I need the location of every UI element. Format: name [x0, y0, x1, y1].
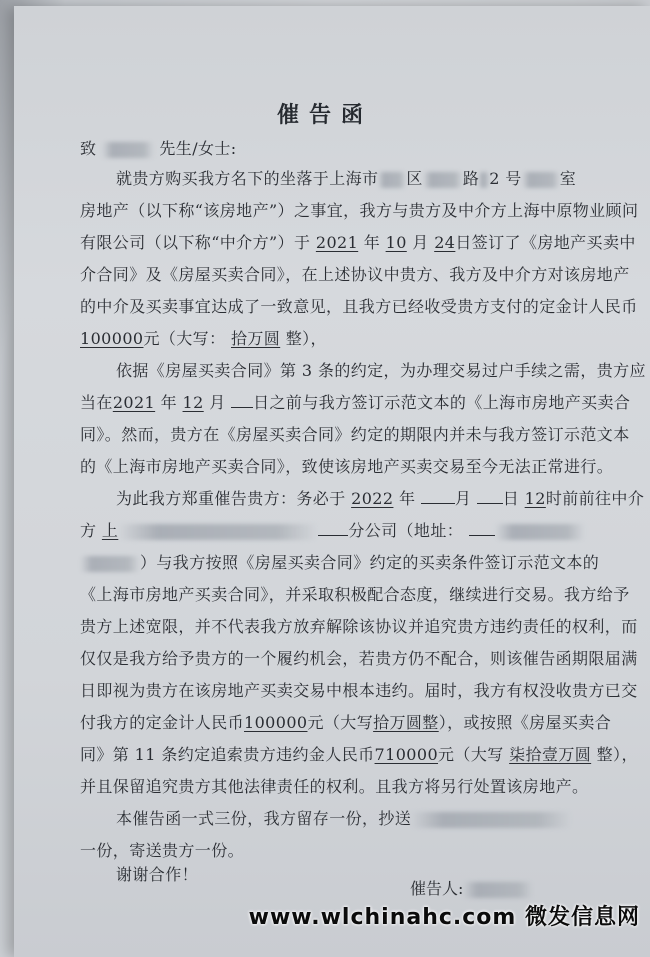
para2-line3: 同》。然而，贵方在《房屋买卖合同》约定的期限内并未与我方签订示范文本 — [80, 425, 630, 444]
salutation-suffix: 先生/女士: — [159, 139, 237, 158]
redacted-number — [479, 172, 489, 188]
text-span: 元（大写 — [438, 745, 504, 764]
text-span: 为此我方郑重催告贵方：务必于 — [116, 489, 346, 508]
para2-line1: 依据《房屋买卖合同》第 3 条的约定，为办理交易过户手续之需，贵方应 — [116, 361, 646, 380]
redacted-name — [102, 142, 154, 158]
text-span: 时前前往中介 — [545, 489, 645, 508]
deposit-amount: 100000 — [80, 329, 144, 348]
text-span: 就贵方购买我方名下的坐落于上海市 — [116, 169, 379, 188]
deposit-amount: 100000 — [244, 713, 308, 732]
deposit-amount-words: 拾万圆整 — [373, 713, 439, 732]
blank-day — [231, 393, 253, 408]
text-span: 路 — [462, 169, 480, 188]
text-span: 有限公司（以下称“中介方”）于 — [80, 233, 311, 252]
filled-day: 24 — [434, 233, 456, 252]
para3-line9 — [80, 742, 638, 765]
text-span: 月 — [454, 489, 472, 508]
redacted-address — [495, 524, 585, 540]
para1-line4: 介合同》及《房屋买卖合同》，在上述协议中贵方、我方及中介方对该房地产 — [80, 265, 630, 284]
signer-label — [410, 876, 533, 899]
text-span: 本催告函一式三份，我方留存一份，抄送 — [116, 809, 412, 828]
para2-line4: 的《上海市房地产买卖合同》，致使该房地产买卖交易至今无法正常进行。 — [80, 457, 614, 476]
salutation — [80, 136, 237, 159]
text-span: 日签订了《房地产买卖中 — [455, 233, 636, 252]
para3-line7: 日即视为贵方在该房地产买卖交易中根本违约。届时，我方有权没收贵方已交 — [80, 681, 638, 700]
para1-line5: 的中介及买卖事宜达成了一致意见，且我方已经收受贵方支付的定金计人民币 — [80, 297, 638, 316]
text-span: 整）， — [596, 745, 638, 764]
blank-day — [477, 489, 503, 504]
para1-line2: 房地产（以下称“该房地产”）之事宜，我方与贵方及中介方上海中原物业顾问 — [80, 201, 639, 220]
text-span: 年 — [363, 233, 381, 252]
document-title: 催告函 — [276, 102, 373, 128]
redacted-district — [378, 172, 406, 188]
blank-address — [469, 521, 495, 536]
watermark: www.wlchinahc.com 微发信息网 — [248, 905, 640, 930]
text-span: ），或按照《房屋买卖合 — [438, 713, 612, 732]
text-span: 月 — [412, 233, 429, 252]
text-span: 整）， — [285, 329, 327, 348]
para3-line6: 仅仅是我方给予贵方的一个履约机会，若贵方仍不配合，则该催告函期限届满 — [80, 649, 638, 668]
branch-prefix: 上 — [101, 521, 119, 540]
para3-line1 — [116, 486, 644, 509]
redacted-address-end — [80, 556, 140, 572]
para4-line2: 一份，寄送贵方一份。 — [80, 841, 245, 860]
text-span: 催告人: — [410, 879, 464, 898]
filled-year: 2022 — [351, 489, 394, 508]
penalty-amount-words: 柒拾壹万圆 — [509, 745, 592, 764]
para3-line8 — [80, 710, 611, 733]
filled-month: 10 — [385, 233, 407, 252]
text-span: 年 — [398, 489, 416, 508]
penalty-amount: 710000 — [374, 745, 439, 764]
thanks-line: 谢谢合作！ — [116, 865, 199, 884]
text-span: 日之前与我方签订示范文本的《上海市房地产买卖合 — [253, 393, 631, 412]
text-span: 室 — [559, 169, 577, 188]
text-span: 2 号 — [489, 169, 522, 188]
para3-line4: 《上海市房地产买卖合同》，并采取积极配合态度，继续进行交易。我方给予 — [80, 585, 630, 604]
text-span: 同》第 11 条约定追索贵方违约金人民币 — [80, 745, 375, 764]
para3-line3 — [80, 550, 599, 573]
text-span: ）与我方按照《房屋买卖合同》约定的买卖条件签订示范文本的 — [140, 553, 600, 572]
redacted-room — [522, 172, 560, 188]
filled-year: 2021 — [112, 393, 156, 412]
para3-line2 — [80, 518, 585, 541]
text-span: 区 — [406, 169, 423, 188]
para3-line5: 贵方上述宽限，并不代表我方放弃解除该协议并追究贵方违约责任的权利，而 — [80, 617, 638, 636]
text-span: 分公司（地址： — [348, 521, 464, 540]
filled-year: 2021 — [315, 233, 359, 252]
para1-line6 — [80, 326, 327, 349]
para3-line10: 并且保留追究贵方其他法律责任的权利。且我方将另行处置该房地产。 — [80, 777, 589, 796]
text-span: 年 — [160, 393, 178, 412]
text-span: 元（大写 — [307, 713, 374, 732]
filled-month: 12 — [182, 393, 204, 412]
text-span: 付我方的定金计人民币 — [80, 713, 245, 732]
salutation-prefix: 致 — [80, 139, 97, 158]
text-span: 月 — [209, 393, 226, 412]
deposit-amount-words: 拾万圆 — [231, 329, 281, 348]
para4-line1 — [116, 806, 571, 829]
para2-line2 — [80, 390, 630, 413]
blank-branch — [318, 521, 348, 536]
text-span: 元（大写： — [143, 329, 226, 348]
blank-month — [421, 489, 455, 504]
para1-line3 — [80, 230, 636, 253]
text-span: 日 — [502, 489, 520, 508]
redacted-branch — [118, 524, 318, 540]
text-span: 当在 — [80, 393, 113, 412]
para1-line1 — [116, 166, 576, 189]
redacted-signature — [463, 882, 533, 898]
filled-hour: 12 — [524, 489, 546, 508]
text-span: 方 — [80, 521, 97, 540]
redacted-road — [423, 172, 463, 188]
redacted-cc — [411, 812, 571, 828]
